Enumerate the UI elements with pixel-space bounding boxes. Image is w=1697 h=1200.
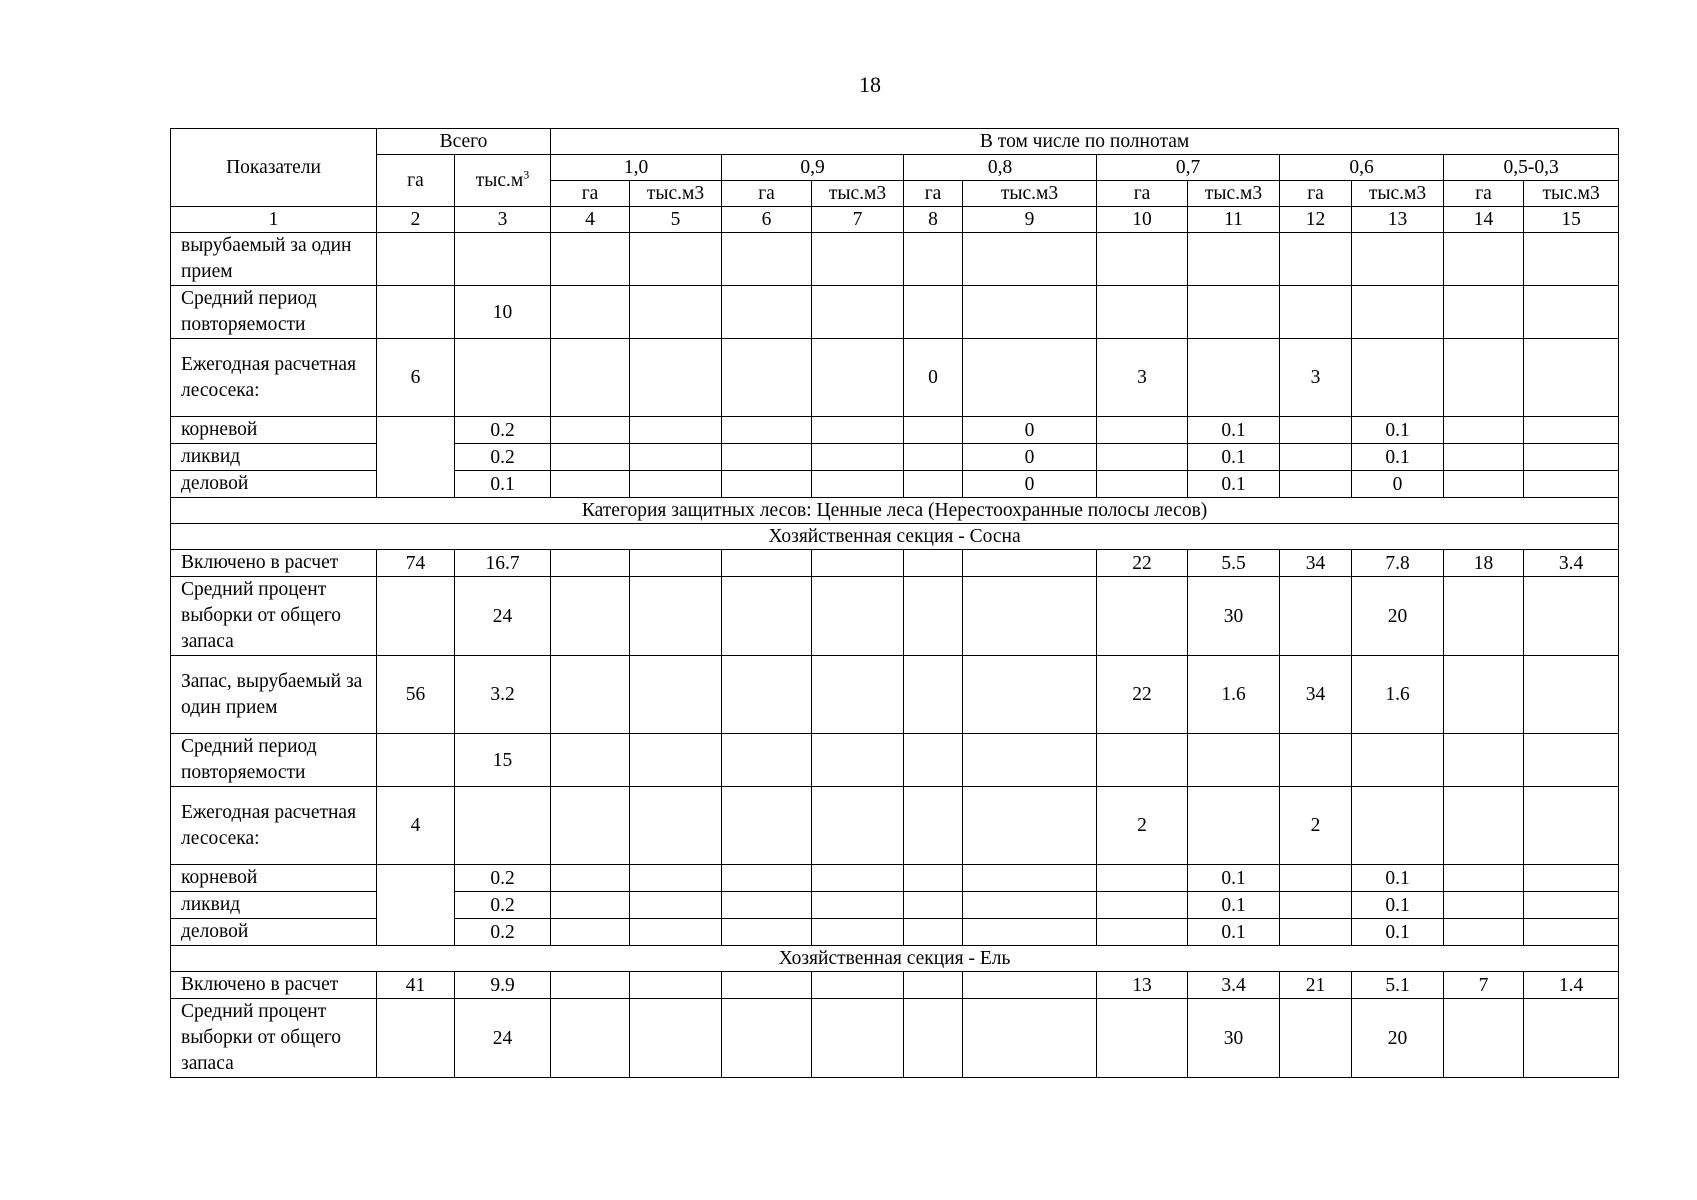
header-ha: га [722, 181, 812, 207]
cell-value: 3 [1280, 339, 1352, 417]
cell-value: 15 [455, 734, 551, 787]
cell-value: 0.2 [455, 919, 551, 946]
cell-value: 0 [963, 471, 1097, 498]
column-numbers-row [171, 207, 1619, 233]
header-ha: га [1097, 181, 1188, 207]
header-density: 1,0 [551, 155, 722, 181]
header-by-density: В том числе по полнотам [551, 129, 1619, 155]
column-number: 4 [551, 207, 630, 233]
column-number: 9 [963, 207, 1097, 233]
cell-value: 13 [1097, 972, 1188, 999]
header-row-1 [171, 129, 1619, 155]
cell-value: 0.1 [1188, 444, 1280, 471]
category-title: Категория защитных лесов: Ценные леса (Нерестоохранные полосы лесов) [171, 498, 1619, 524]
cell-value: 6 [377, 339, 455, 417]
row-label: ликвид [171, 892, 377, 919]
header-total-volume [455, 155, 551, 207]
table-row [171, 656, 1619, 734]
cell-value: 7.8 [1352, 550, 1444, 577]
column-number: 2 [377, 207, 455, 233]
cell-value: 56 [377, 656, 455, 734]
cell-value: 0.1 [1352, 417, 1444, 444]
cell-value: 24 [455, 999, 551, 1078]
unit-text: тыс.м [475, 170, 524, 191]
column-number: 11 [1188, 207, 1280, 233]
cell-value: 20 [1352, 999, 1444, 1078]
cell-value: 9.9 [455, 972, 551, 999]
category-row [171, 498, 1619, 524]
column-number: 13 [1352, 207, 1444, 233]
header-density: 0,7 [1097, 155, 1280, 181]
cell-value: 0.1 [1352, 919, 1444, 946]
header-ha: га [904, 181, 963, 207]
cell-value: 3 [1097, 339, 1188, 417]
table-row [171, 734, 1619, 787]
table-row [171, 577, 1619, 656]
header-total-ha: га [377, 155, 455, 207]
section-title: Хозяйственная секция - Сосна [171, 524, 1619, 550]
cell-value: 0.1 [1188, 865, 1280, 892]
row-label: Включено в расчет [171, 550, 377, 577]
cell-value: 0.1 [1188, 417, 1280, 444]
row-label: корневой [171, 417, 377, 444]
cell-value: 41 [377, 972, 455, 999]
forest-harvest-table [170, 128, 1619, 1078]
row-label: вырубаемый за один прием [171, 233, 377, 286]
cell-value: 2 [1097, 787, 1188, 865]
table-row [171, 972, 1619, 999]
column-number: 5 [630, 207, 722, 233]
cell-value: 3.4 [1524, 550, 1619, 577]
column-number: 10 [1097, 207, 1188, 233]
table-row [171, 233, 1619, 286]
cell-value: 0.1 [1188, 471, 1280, 498]
cell-value: 1.4 [1524, 972, 1619, 999]
cell-value: 5.5 [1188, 550, 1280, 577]
row-label: Ежегодная расчетная лесосека: [171, 787, 377, 865]
column-number: 1 [171, 207, 377, 233]
header-density: 0,8 [904, 155, 1097, 181]
header-volume: тыс.м3 [963, 181, 1097, 207]
header-indicators: Показатели [171, 129, 377, 207]
cell-value: 0.1 [1352, 892, 1444, 919]
cell-value: 21 [1280, 972, 1352, 999]
cell-value: 4 [377, 787, 455, 865]
table-row [171, 339, 1619, 417]
row-label: ликвид [171, 444, 377, 471]
cell-value: 20 [1352, 577, 1444, 656]
cell-value: 0.2 [455, 444, 551, 471]
cell-value: 0 [963, 444, 1097, 471]
table-row [171, 999, 1619, 1078]
cell-value: 18 [1444, 550, 1524, 577]
header-ha: га [1444, 181, 1524, 207]
column-number: 12 [1280, 207, 1352, 233]
cell-value: 34 [1280, 656, 1352, 734]
row-label: Средний процент выборки от общего запаса [171, 999, 377, 1078]
header-density: 0,6 [1280, 155, 1444, 181]
cell-value: 10 [455, 286, 551, 339]
cell-value: 0.1 [1188, 919, 1280, 946]
cell-value: 0.2 [455, 417, 551, 444]
column-number: 3 [455, 207, 551, 233]
header-volume: тыс.м3 [1352, 181, 1444, 207]
cell-value: 22 [1097, 550, 1188, 577]
cell-value: 0 [904, 339, 963, 417]
cell-value: 30 [1188, 999, 1280, 1078]
row-label: деловой [171, 919, 377, 946]
header-volume: тыс.м3 [630, 181, 722, 207]
cell-value: 3.4 [1188, 972, 1280, 999]
header-volume: тыс.м3 [1188, 181, 1280, 207]
cell-value: 1.6 [1352, 656, 1444, 734]
cell-value: 0 [963, 417, 1097, 444]
table-row [171, 787, 1619, 865]
column-number: 7 [812, 207, 904, 233]
cell-value: 22 [1097, 656, 1188, 734]
cell-value: 0.2 [455, 892, 551, 919]
header-density: 0,9 [722, 155, 904, 181]
cell-value: 34 [1280, 550, 1352, 577]
row-label: Средний процент выборки от общего запаса [171, 577, 377, 656]
page-number: 18 [859, 72, 881, 97]
row-label: деловой [171, 471, 377, 498]
cell-value: 16.7 [455, 550, 551, 577]
section-row [171, 524, 1619, 550]
cell-value: 24 [455, 577, 551, 656]
column-number: 6 [722, 207, 812, 233]
header-row-2 [171, 155, 1619, 181]
column-number: 8 [904, 207, 963, 233]
cell-value: 0 [1352, 471, 1444, 498]
table-row [171, 417, 1619, 444]
unit-superscript: 3 [523, 167, 530, 182]
header-total: Всего [377, 129, 551, 155]
header-ha: га [1280, 181, 1352, 207]
column-number: 15 [1524, 207, 1619, 233]
row-label: Средний период повторяемости [171, 286, 377, 339]
header-ha: га [551, 181, 630, 207]
header-volume: тыс.м3 [812, 181, 904, 207]
cell-value: 0.1 [1352, 865, 1444, 892]
column-number: 14 [1444, 207, 1524, 233]
table-row [171, 550, 1619, 577]
cell-value: 0.1 [1352, 444, 1444, 471]
cell-value: 0.1 [1188, 892, 1280, 919]
cell-value: 1.6 [1188, 656, 1280, 734]
row-label: корневой [171, 865, 377, 892]
cell-value: 7 [1444, 972, 1524, 999]
row-label: Включено в расчет [171, 972, 377, 999]
cell-value: 5.1 [1352, 972, 1444, 999]
row-label: Ежегодная расчетная лесосека: [171, 339, 377, 417]
cell-value: 30 [1188, 577, 1280, 656]
row-label: Средний период повторяемости [171, 734, 377, 787]
table-row [171, 286, 1619, 339]
cell-value: 0.2 [455, 865, 551, 892]
row-label: Запас, вырубаемый за один прием [171, 656, 377, 734]
table-row [171, 865, 1619, 892]
cell-value: 3.2 [455, 656, 551, 734]
section-row [171, 946, 1619, 972]
header-volume: тыс.м3 [1524, 181, 1619, 207]
cell-value: 0.1 [455, 471, 551, 498]
cell-value: 2 [1280, 787, 1352, 865]
header-density: 0,5-0,3 [1444, 155, 1619, 181]
section-title: Хозяйственная секция - Ель [171, 946, 1619, 972]
cell-value: 74 [377, 550, 455, 577]
